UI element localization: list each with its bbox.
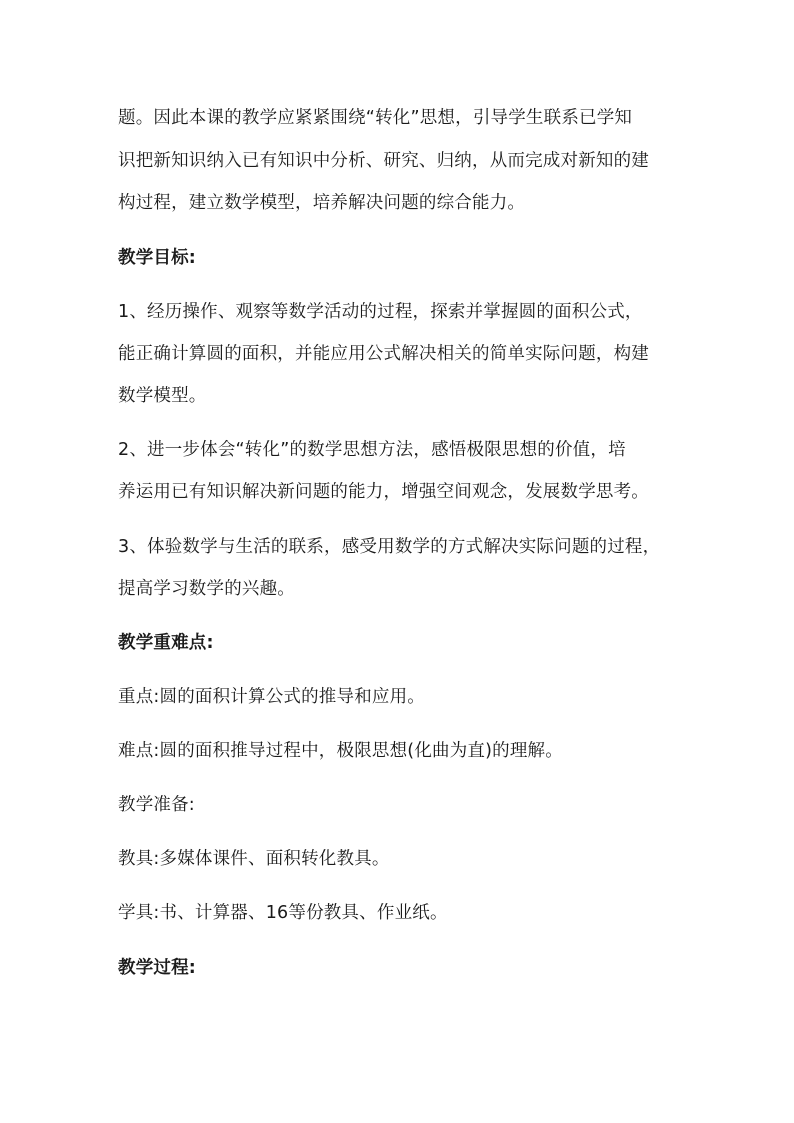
objective-1-line-1: 1、经历操作、观察等数学活动的过程，探索并掌握圆的面积公式， — [118, 302, 643, 322]
intro-line-1: 题。因此本课的教学应紧紧围绕“转化”思想，引导学生联系已学知 — [118, 108, 633, 128]
objective-1-line-2: 能正确计算圆的面积，并能应用公式解决相关的简单实际问题，构建 — [118, 344, 649, 364]
student-tools-text: 学具:书、计算器、16等份教具、作业纸。 — [118, 903, 448, 923]
objective-2-line-1: 2、进一步体会“转化”的数学思想方法，感悟极限思想的价值，培 — [118, 440, 626, 460]
objective-2-line-2: 养运用已有知识解决新问题的能力，增强空间观念，发展数学思考。 — [118, 482, 649, 502]
objective-3-line-2: 提高学习数学的兴趣。 — [118, 579, 295, 599]
objective-1-line-3: 数学模型。 — [118, 386, 207, 406]
objectives-heading: 教学目标: — [118, 248, 196, 268]
intro-line-2: 识把新知识纳入已有知识中分析、研究、归纳，从而完成对新知的建 — [118, 151, 649, 171]
objective-3-line-1: 3、体验数学与生活的联系，感受用数学的方式解决实际问题的过程， — [118, 537, 661, 557]
difficult-point-text: 难点:圆的面积推导过程中，极限思想(化曲为直)的理解。 — [118, 741, 563, 761]
intro-line-3: 构过程，建立数学模型，培养解决问题的综合能力。 — [118, 193, 526, 213]
teacher-tools-text: 教具:多媒体课件、面积转化教具。 — [118, 849, 390, 869]
process-heading: 教学过程: — [118, 958, 196, 978]
preparation-heading: 教学准备: — [118, 795, 195, 815]
key-point-text: 重点:圆的面积计算公式的推导和应用。 — [118, 687, 425, 707]
key-points-heading: 教学重难点: — [118, 633, 214, 653]
